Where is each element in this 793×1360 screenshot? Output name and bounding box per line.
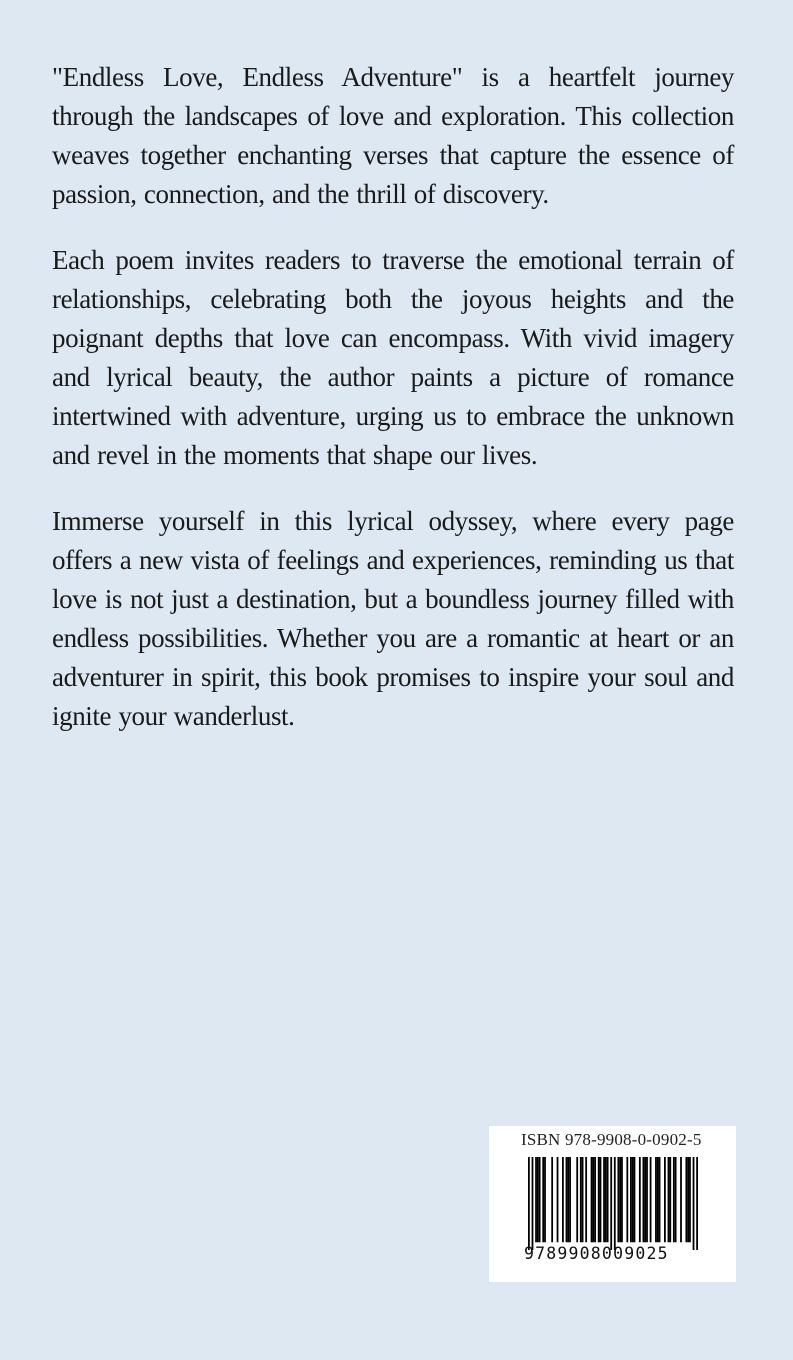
barcode-bar: [643, 1157, 645, 1242]
barcode-bar: [617, 1157, 619, 1242]
barcode-bar: [532, 1157, 534, 1250]
barcode-bar: [557, 1157, 559, 1242]
isbn-label: ISBN 978-9908-0-0902-5: [521, 1130, 702, 1149]
barcode-bar: [535, 1157, 537, 1242]
barcode-bar: [562, 1157, 564, 1242]
barcode-bar: [537, 1157, 539, 1242]
barcode-bar: [668, 1157, 670, 1242]
barcode-bar: [696, 1157, 698, 1250]
barcode-bar: [592, 1157, 594, 1242]
barcode-bar: [646, 1157, 648, 1242]
barcode-bar: [644, 1157, 646, 1242]
barcode-bar: [650, 1157, 652, 1242]
barcode-bar: [566, 1157, 568, 1242]
barcode-bar: [598, 1157, 600, 1242]
barcode-digits: 9789908009025: [524, 1244, 669, 1263]
barcode-bar: [594, 1157, 596, 1242]
barcode-bar: [576, 1157, 578, 1242]
barcode-bar: [685, 1157, 687, 1242]
barcode-bar: [621, 1157, 623, 1242]
isbn-barcode-panel: [489, 1126, 736, 1282]
barcode-bar: [689, 1157, 691, 1242]
barcode-bar: [528, 1157, 530, 1250]
barcode-bar: [567, 1157, 569, 1242]
barcode-bar: [630, 1157, 632, 1242]
barcode-bar: [659, 1157, 661, 1242]
barcode-bar: [664, 1157, 666, 1242]
barcode-bar: [614, 1157, 616, 1250]
barcode-bar: [657, 1157, 659, 1242]
barcode-bar: [585, 1157, 587, 1242]
barcode-bar: [551, 1157, 553, 1242]
barcode-bar: [632, 1157, 634, 1242]
barcode-bar: [542, 1157, 544, 1242]
barcode-bar: [626, 1157, 628, 1242]
barcode-bar: [582, 1157, 584, 1242]
barcode-bar: [591, 1157, 593, 1242]
barcode-bar: [539, 1157, 541, 1242]
barcode-bar: [680, 1157, 682, 1242]
barcode-bar: [634, 1157, 636, 1242]
barcode-bar: [580, 1157, 582, 1242]
barcode-graphic: [528, 1157, 698, 1250]
blurb-paragraph: Immerse yourself in this lyrical odyssey, where every page offers a new vista of feelings and experiences, reminding us that love is not just a destination, but a boundless journey filled with endless possibilities. Whether you are a romantic at heart or an adventurer in spirit, this book promises to inspire your soul and ignite your wanderlust.: [52, 506, 734, 731]
barcode-bar: [673, 1157, 675, 1242]
barcode-bar: [669, 1157, 671, 1242]
barcode-bar: [603, 1157, 605, 1242]
blurb-text: [52, 58, 734, 763]
barcode-bar: [605, 1157, 607, 1242]
blurb-paragraph: "Endless Love, Endless Adventure" is a heartfelt journey through the landscapes of love and exploration. This collection weaves together enchanting verses that capture the essence of passion, connection, and the thrill of discovery.: [52, 62, 734, 209]
barcode-bar: [693, 1157, 695, 1250]
barcode-bar: [607, 1157, 609, 1242]
barcode-bar: [619, 1157, 621, 1242]
barcode-bar: [639, 1157, 641, 1242]
barcode-bar: [675, 1157, 677, 1242]
barcode-bar: [610, 1157, 612, 1250]
barcode-bar: [544, 1157, 546, 1242]
barcode-bar: [600, 1157, 602, 1242]
barcode-bar: [655, 1157, 657, 1242]
barcode-bar: [687, 1157, 689, 1242]
blurb-paragraph: Each poem invites readers to traverse the emotional terrain of relationships, celebrating both the joyous heights and the poignant depths that love can encompass. With vivid imagery and lyrical beauty, the author paints a picture of romance intertwined with adventure, urging us to embrace the unknown and revel in the moments that shape our lives.: [52, 245, 734, 470]
barcode-bar: [569, 1157, 571, 1242]
